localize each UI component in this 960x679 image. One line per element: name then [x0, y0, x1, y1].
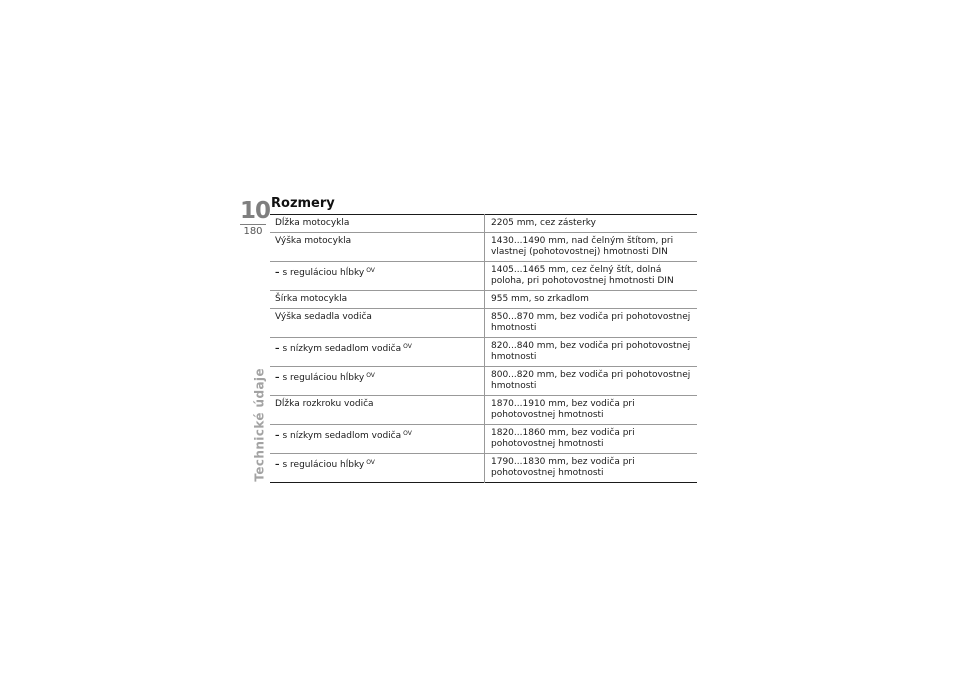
spec-value: 1870...1910 mm, bez vodiča pri pohotovostnej hmotnosti — [491, 399, 635, 420]
spec-value: 1820...1860 mm, bez vodiča pri pohotovostnej hmotnosti — [491, 428, 635, 449]
spec-label-text: s reguláciou hĺbky — [282, 268, 365, 278]
chapter-marker — [240, 198, 271, 239]
spec-label — [270, 396, 485, 425]
table-row — [270, 262, 697, 291]
spec-label-text: Dĺžka motocykla — [275, 218, 350, 228]
dash-icon: – — [275, 268, 280, 278]
option-badge: OV — [403, 343, 412, 350]
section-title: Rozmery — [271, 196, 335, 211]
spec-label — [270, 367, 485, 396]
spec-label-text: s reguláciou hĺbky — [282, 373, 365, 383]
spec-label-text: Výška motocykla — [275, 236, 352, 246]
spec-value: 1790...1830 mm, bez vodiča pri pohotovostnej hmotnosti — [491, 457, 635, 478]
spec-label-text: Dĺžka rozkroku vodiča — [275, 399, 374, 409]
spec-label — [270, 425, 485, 454]
table-row — [270, 396, 697, 425]
spec-value: 820...840 mm, bez vodiča pri pohotovostnej hmotnosti — [491, 341, 691, 362]
table-row — [270, 367, 697, 396]
spec-value: 1405...1465 mm, cez čelný štít, dolná poloha, pri pohotovostnej hmotnosti DIN — [491, 265, 674, 286]
option-badge: OV — [403, 430, 412, 437]
option-badge: OV — [366, 459, 375, 466]
spec-value: 1430...1490 mm, nad čelným štítom, pri vlastnej (pohotovostnej) hmotnosti DIN — [491, 236, 674, 257]
spec-value: 850...870 mm, bez vodiča pri pohotovostnej hmotnosti — [491, 312, 691, 333]
dimensions-table — [270, 214, 697, 483]
spec-label-text: s nízkym sedadlom vodiča — [282, 431, 402, 441]
spec-label — [270, 454, 485, 483]
spec-value: 800...820 mm, bez vodiča pri pohotovostnej hmotnosti — [491, 370, 691, 391]
dash-icon: – — [275, 373, 280, 383]
spec-label — [270, 215, 485, 233]
table-row — [270, 309, 697, 338]
spec-label — [270, 262, 485, 291]
option-badge: OV — [366, 372, 375, 379]
spec-label-text: s reguláciou hĺbky — [282, 460, 365, 470]
spec-label-text: Výška sedadla vodiča — [275, 312, 372, 322]
table-row — [270, 454, 697, 483]
dash-icon: – — [275, 431, 280, 441]
spec-label-text: s nízkym sedadlom vodiča — [282, 344, 402, 354]
chapter-tab-label: Technické údaje — [253, 368, 267, 482]
spec-value: 2205 mm, cez zásterky — [491, 218, 597, 228]
spec-label — [270, 233, 485, 262]
table-row — [270, 291, 697, 309]
table-row — [270, 215, 697, 233]
chapter-divider — [240, 224, 266, 225]
dash-icon: – — [275, 344, 280, 354]
table-row — [270, 425, 697, 454]
spec-label — [270, 338, 485, 367]
table-row — [270, 338, 697, 367]
chapter-number: 10 — [240, 198, 271, 224]
spec-label — [270, 291, 485, 309]
spec-label — [270, 309, 485, 338]
option-badge: OV — [366, 267, 375, 274]
spec-value: 955 mm, so zrkadlom — [491, 294, 589, 304]
dash-icon: – — [275, 460, 280, 470]
spec-label-text: Šírka motocykla — [275, 294, 348, 304]
page-number: 180 — [243, 226, 263, 237]
table-row — [270, 233, 697, 262]
